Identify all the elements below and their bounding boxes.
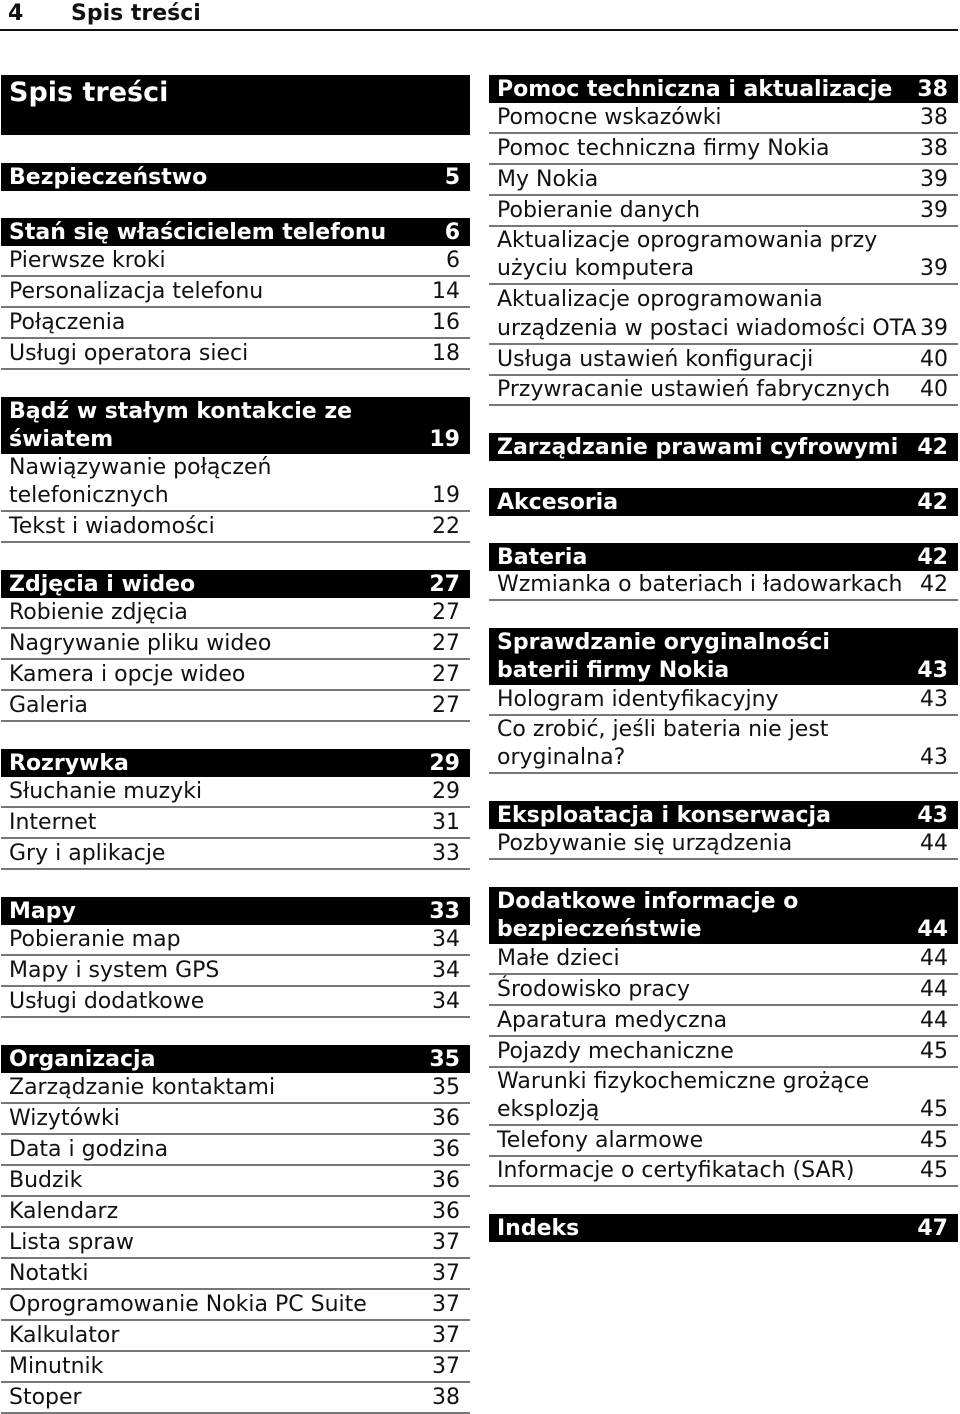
page-ref: 6 [446,248,460,273]
page-ref: 35 [429,1047,460,1072]
entry-label: Telefony alarmowe [497,1128,704,1153]
toc-entry-aparatura-medyczna[interactable] [489,1006,958,1037]
toc-entry-pobieranie-danych[interactable] [489,196,958,227]
toc-entry-uslugi-operatora-sieci[interactable] [1,339,470,370]
entry-label: Galeria [9,693,88,718]
toc-entry-usluga-ustawien-konfiguracji[interactable] [489,345,958,376]
page-ref: 27 [432,662,460,687]
page-ref: 43 [917,803,948,828]
running-header [0,0,958,31]
toc-entry-kamera-i-opcje-wideo[interactable] [1,660,470,691]
toc-entry-tekst-i-wiadomosci[interactable] [1,512,470,543]
toc-entry-warunki-fizykochemiczne-grozace-eksplozja[interactable] [489,1068,958,1126]
toc-section [489,488,958,516]
page-ref: 34 [432,927,460,952]
toc-section-heading-badz-w-stalym-kontakcie-ze-swiatem[interactable] [1,397,470,454]
section-heading-label: Organizacja [9,1047,156,1072]
page-ref: 39 [920,167,948,192]
section-heading-label: Dodatkowe informacje o bezpieczeństwie [497,889,799,942]
toc-section-heading-stan-sie-wlascicielem-telefonu[interactable] [1,218,470,246]
toc-section-heading-akcesoria[interactable] [489,488,958,516]
entry-label: Pojazdy mechaniczne [497,1039,734,1064]
page-ref: 6 [444,220,460,245]
page-ref: 45 [920,1039,948,1064]
toc-section [1,218,470,370]
page-ref: 27 [432,693,460,718]
page-ref: 34 [432,958,460,983]
toc-left-column [1,75,470,1414]
page-ref: 18 [432,341,460,366]
toc-section-heading-zdjecia-i-wideo[interactable] [1,570,470,598]
toc-section [1,749,470,870]
page-ref: 37 [432,1261,460,1286]
toc-entry-internet[interactable] [1,808,470,839]
entry-label: Aparatura medyczna [497,1008,728,1033]
entry-label: Pomocne wskazówki [497,105,722,130]
page-ref: 36 [432,1168,460,1193]
toc-section-heading-bateria[interactable] [489,543,958,571]
toc-entry-my-nokia[interactable] [489,165,958,196]
section-heading-label: Indeks [497,1216,580,1241]
toc-entry-galeria[interactable] [1,691,470,722]
toc-section [1,1045,470,1414]
entry-label: Połączenia [9,310,126,335]
toc-entry-hologram-identyfikacyjny[interactable] [489,685,958,716]
section-heading-label: Bądź w stałym kontakcie ze światem [9,399,353,452]
entry-label: Pobieranie map [9,927,181,952]
page-ref: 16 [432,310,460,335]
toc-section-heading-organizacja[interactable] [1,1045,470,1073]
toc-entry-polaczenia[interactable] [1,308,470,339]
page-ref: 27 [432,600,460,625]
toc-entry-zarzadzanie-kontaktami[interactable] [1,1073,470,1104]
toc-entry-wzmianka-o-bateriach-i-ladowarkach[interactable] [489,571,958,601]
toc-entry-przywracanie-ustawien-fabrycznych[interactable] [489,376,958,406]
page-ref: 43 [920,745,948,770]
section-heading-label: Mapy [9,899,76,924]
toc-entry-male-dzieci[interactable] [489,944,958,975]
page-ref: 27 [432,631,460,656]
toc-entry-pozbywanie-sie-urzadzenia[interactable] [489,829,958,860]
toc-section [489,75,958,406]
page-ref: 27 [429,572,460,597]
entry-label: Usługi dodatkowe [9,989,205,1014]
toc-entry-uslugi-dodatkowe[interactable] [1,987,470,1018]
toc-right-column [489,75,958,1242]
page-ref: 31 [432,810,460,835]
entry-label: Aktualizacje oprogramowania urządzenia w postaci wiadomości OTA [497,287,917,341]
page-ref: 19 [429,427,460,452]
toc-section [489,433,958,461]
toc-entry-mapy-i-system-gps[interactable] [1,956,470,987]
page-ref: 42 [920,572,948,597]
entry-label: Co zrobić, jeśli bateria nie jest oryginalna? [497,717,829,770]
toc-section-heading-zarzadzanie-prawami-cyfrowymi[interactable] [489,433,958,461]
page-ref: 42 [917,490,948,515]
entry-label: Stoper [9,1385,82,1410]
toc-entry-nagrywanie-pliku-wideo[interactable] [1,629,470,660]
section-heading-label: Zdjęcia i wideo [9,572,196,597]
entry-label: Personalizacja telefonu [9,279,264,304]
toc-entry-wizytowki[interactable] [1,1104,470,1135]
entry-label: Robienie zdjęcia [9,600,188,625]
page-ref: 37 [432,1292,460,1317]
toc-entry-nawiazywanie-polaczen-telefonicznych[interactable] [1,454,470,512]
toc-entry-kalkulator[interactable] [1,1321,470,1352]
entry-label: Pomoc techniczna firmy Nokia [497,136,830,161]
toc-section [489,1214,958,1242]
toc-section [1,570,470,722]
entry-label: Pobieranie danych [497,198,701,223]
section-heading-label: Rozrywka [9,751,129,776]
page-ref: 37 [432,1230,460,1255]
page-ref: 34 [432,989,460,1014]
page-ref: 29 [429,751,460,776]
page-ref: 43 [917,658,948,683]
entry-label: Hologram identyfikacyjny [497,687,779,712]
entry-label: Aktualizacje oprogramowania przy użyciu komputera [497,228,878,281]
page-ref: 40 [920,347,948,372]
toc-entry-sluchanie-muzyki[interactable] [1,777,470,808]
toc-entry-oprogramowanie-nokia-pc-suite[interactable] [1,1290,470,1321]
page-ref: 33 [432,841,460,866]
page-ref: 44 [920,831,948,856]
entry-label: Internet [9,810,97,835]
entry-label: Lista spraw [9,1230,134,1255]
entry-label: Usługi operatora sieci [9,341,249,366]
page-ref: 38 [917,77,948,102]
section-heading-label: Stań się właścicielem telefonu [9,220,387,245]
page-ref: 39 [920,256,948,281]
entry-label: Mapy i system GPS [9,958,220,983]
toc-section-heading-mapy[interactable] [1,897,470,925]
entry-label: Oprogramowanie Nokia PC Suite [9,1292,367,1317]
entry-label: Budzik [9,1168,83,1193]
toc-entry-personalizacja-telefonu[interactable] [1,277,470,308]
toc-section [1,897,470,1018]
page-ref: 5 [444,165,460,190]
page-ref: 44 [920,977,948,1002]
toc-section-heading-eksploatacja-i-konserwacja[interactable] [489,801,958,829]
entry-label: Zarządzanie kontaktami [9,1075,276,1100]
page-ref: 45 [920,1097,948,1122]
page-ref: 36 [432,1137,460,1162]
page-ref: 36 [432,1106,460,1131]
toc-entry-aktualizacje-oprogramowania-przy-uzyciu-komputera[interactable] [489,227,958,285]
toc-entry-robienie-zdjecia[interactable] [1,598,470,629]
page-ref: 45 [920,1128,948,1153]
toc-section-heading-sprawdzanie-oryginalnosci-baterii-firmy-nokia[interactable] [489,628,958,685]
toc-entry-srodowisko-pracy[interactable] [489,975,958,1006]
entry-label: Kalkulator [9,1323,120,1348]
toc-entry-lista-spraw[interactable] [1,1228,470,1259]
page-ref: 37 [432,1323,460,1348]
toc-entry-co-zrobic-jesli-bateria-nie-jest-oryginalna[interactable] [489,716,958,774]
page-ref: 43 [920,687,948,712]
toc-section [1,397,470,543]
page-ref: 33 [429,899,460,924]
section-heading-label: Bezpieczeństwo [9,165,208,190]
entry-label: My Nokia [497,167,599,192]
entry-label: Środowisko pracy [497,977,690,1002]
page-number: 4 [8,1,24,26]
toc-section-heading-dodatkowe-informacje-o-bezpieczenstwie[interactable] [489,887,958,944]
page-ref: 38 [920,136,948,161]
entry-label: Gry i aplikacje [9,841,166,866]
page-ref: 44 [920,1008,948,1033]
page-ref: 22 [432,514,460,539]
page-ref: 42 [917,435,948,460]
toc-entry-telefony-alarmowe[interactable] [489,1126,958,1157]
toc-entry-minutnik[interactable] [1,1352,470,1383]
toc-entry-aktualizacje-oprogramowania-urzadzenia-w-postaci-wiadomosci-ota[interactable] [489,285,958,345]
toc-section [1,163,470,191]
toc-entry-pomoc-techniczna-firmy-nokia[interactable] [489,134,958,165]
toc-section [489,887,958,1187]
toc-entry-notatki[interactable] [1,1259,470,1290]
page-ref: 37 [432,1354,460,1379]
page-ref: 38 [432,1385,460,1410]
entry-label: Pozbywanie się urządzenia [497,831,793,856]
entry-label: Notatki [9,1261,89,1286]
page-ref: 38 [920,105,948,130]
section-heading-label: Eksploatacja i konserwacja [497,803,831,828]
section-heading-label: Pomoc techniczna i aktualizacje [497,77,893,102]
toc-entry-kalendarz[interactable] [1,1197,470,1228]
entry-label: Tekst i wiadomości [9,514,215,539]
section-heading-label: Zarządzanie prawami cyfrowymi [497,435,899,460]
page-ref: 44 [920,946,948,971]
entry-label: Kamera i opcje wideo [9,662,246,687]
entry-label: Data i godzina [9,1137,169,1162]
toc-title: Spis treści [1,75,470,135]
entry-label: Wzmianka o bateriach i ładowarkach [497,572,903,597]
page-ref: 39 [920,316,948,341]
toc-entry-informacje-o-certyfikatach-sar[interactable] [489,1157,958,1187]
page-ref: 47 [917,1216,948,1241]
toc-section [489,628,958,774]
toc-section-heading-bezpieczenstwo[interactable] [1,163,470,191]
entry-label: Minutnik [9,1354,104,1379]
toc-entry-data-i-godzina[interactable] [1,1135,470,1166]
entry-label: Warunki fizykochemiczne grożące eksplozją [497,1069,870,1122]
section-heading-label: Sprawdzanie oryginalności baterii firmy Nokia [497,630,830,683]
page-ref: 45 [920,1158,948,1183]
toc-section-heading-rozrywka[interactable] [1,749,470,777]
page-ref: 44 [917,917,948,942]
page-ref: 29 [432,779,460,804]
toc-section-heading-indeks[interactable] [489,1214,958,1242]
section-heading-label: Akcesoria [497,490,619,515]
toc-entry-pojazdy-mechaniczne[interactable] [489,1037,958,1068]
toc-section [489,543,958,601]
section-heading-label: Bateria [497,545,588,570]
entry-label: Nawiązywanie połączeń telefonicznych [9,455,272,508]
entry-label: Małe dzieci [497,946,620,971]
page-ref: 42 [917,545,948,570]
toc-entry-pobieranie-map[interactable] [1,925,470,956]
page-ref: 36 [432,1199,460,1224]
entry-label: Wizytówki [9,1106,120,1131]
entry-label: Przywracanie ustawień fabrycznych [497,377,891,402]
toc-section-heading-pomoc-techniczna-i-aktualizacje[interactable] [489,75,958,103]
page-ref: 14 [432,279,460,304]
page-ref: 35 [432,1075,460,1100]
toc-entry-budzik[interactable] [1,1166,470,1197]
entry-label: Słuchanie muzyki [9,779,203,804]
page-ref: 19 [432,483,460,508]
toc-entry-pierwsze-kroki[interactable] [1,246,470,277]
toc-section [489,801,958,860]
entry-label: Kalendarz [9,1199,119,1224]
toc-entry-stoper[interactable] [1,1383,470,1414]
running-title: Spis treści [71,1,201,26]
page-ref: 39 [920,198,948,223]
entry-label: Usługa ustawień konfiguracji [497,347,814,372]
entry-label: Pierwsze kroki [9,248,166,273]
entry-label: Nagrywanie pliku wideo [9,631,272,656]
toc-entry-pomocne-wskazowki[interactable] [489,103,958,134]
toc-entry-gry-i-aplikacje[interactable] [1,839,470,870]
entry-label: Informacje o certyfikatach (SAR) [497,1158,855,1183]
page-ref: 40 [920,377,948,402]
